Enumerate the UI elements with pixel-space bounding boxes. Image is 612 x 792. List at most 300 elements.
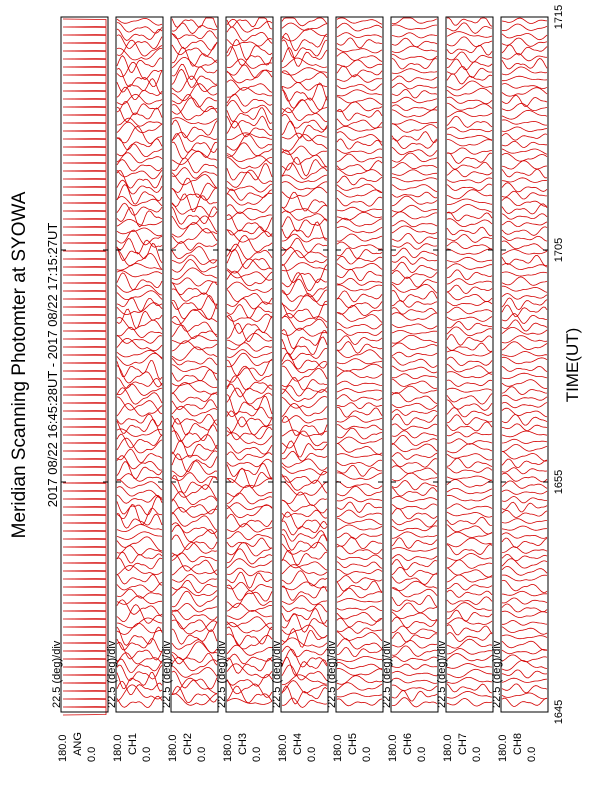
ch-trace bbox=[117, 419, 162, 435]
ch-trace bbox=[392, 221, 437, 227]
ch-trace bbox=[117, 160, 162, 171]
ch-trace bbox=[172, 454, 217, 472]
panel-ch3 bbox=[216, 17, 273, 762]
ch-trace bbox=[227, 80, 272, 93]
ch-trace bbox=[172, 451, 217, 460]
ch-trace bbox=[447, 127, 492, 132]
ch-trace bbox=[117, 552, 162, 563]
ch-trace bbox=[447, 458, 492, 468]
x-tick-label: 1705 bbox=[553, 237, 565, 263]
ch-trace bbox=[447, 190, 492, 199]
scale-label: 22.5 (deg)/div bbox=[51, 640, 63, 708]
ch-trace bbox=[282, 534, 327, 550]
ch-trace bbox=[447, 307, 492, 314]
ch-trace bbox=[172, 507, 217, 517]
ch-trace bbox=[337, 428, 382, 439]
ch-trace bbox=[337, 184, 382, 193]
ch-trace bbox=[337, 342, 382, 354]
ch-trace bbox=[117, 180, 162, 194]
ch-trace bbox=[337, 207, 382, 211]
ch-trace bbox=[337, 699, 382, 706]
ch-trace bbox=[117, 565, 162, 575]
ch-trace bbox=[282, 264, 327, 282]
ch-trace bbox=[337, 97, 382, 105]
ch-trace bbox=[172, 666, 217, 677]
ch-trace bbox=[337, 242, 382, 249]
y-tick-label-min: 0.0 bbox=[141, 746, 153, 762]
ch-trace bbox=[172, 499, 217, 514]
ch-trace bbox=[227, 411, 272, 427]
ch-trace bbox=[282, 416, 327, 435]
panel-label: CH4 bbox=[292, 732, 304, 756]
ch-trace bbox=[502, 342, 547, 350]
panel-frame bbox=[446, 17, 493, 712]
ch-trace bbox=[172, 23, 217, 34]
ch-trace bbox=[282, 378, 327, 390]
ch-trace bbox=[392, 646, 437, 657]
panel-ch2 bbox=[161, 17, 218, 762]
ch-trace bbox=[117, 107, 162, 121]
ch-trace bbox=[282, 294, 327, 311]
ch-trace bbox=[447, 649, 492, 655]
ch-trace bbox=[227, 524, 272, 532]
ch-trace bbox=[392, 690, 437, 701]
ch-trace bbox=[282, 582, 327, 590]
ch-trace bbox=[172, 301, 217, 320]
ch-trace bbox=[447, 219, 492, 227]
ch-trace bbox=[227, 686, 272, 703]
ch-trace bbox=[502, 538, 547, 548]
ch-trace bbox=[392, 192, 437, 198]
ch-trace bbox=[447, 139, 492, 146]
ch-trace bbox=[117, 230, 162, 245]
ch-trace bbox=[502, 473, 547, 482]
ch-trace bbox=[172, 566, 217, 575]
ch-trace bbox=[392, 664, 437, 669]
ch-trace bbox=[282, 550, 327, 565]
ch-trace bbox=[502, 286, 547, 292]
ch-trace bbox=[447, 116, 492, 127]
ch-trace bbox=[447, 212, 492, 221]
ch-trace bbox=[172, 57, 217, 67]
ch-trace bbox=[447, 538, 492, 547]
ch-trace bbox=[282, 263, 327, 271]
ch-trace bbox=[447, 18, 492, 26]
y-tick-label-max: 180.0 bbox=[57, 734, 69, 762]
ch-trace bbox=[337, 606, 382, 611]
ch-trace bbox=[392, 105, 437, 111]
ch-trace bbox=[502, 24, 547, 31]
ch-trace bbox=[447, 597, 492, 605]
ch-trace bbox=[502, 336, 547, 343]
ch-trace bbox=[392, 671, 437, 676]
y-tick-label-max: 180.0 bbox=[277, 734, 289, 762]
ch-trace bbox=[337, 278, 382, 285]
ch-trace bbox=[337, 269, 382, 280]
ch-trace bbox=[172, 76, 217, 92]
ch-trace bbox=[392, 357, 437, 368]
ch-trace bbox=[117, 219, 162, 226]
panel-traces bbox=[337, 18, 382, 706]
ch-trace bbox=[337, 139, 382, 149]
ch-trace bbox=[502, 547, 547, 554]
ch-trace bbox=[117, 672, 162, 691]
ch-trace bbox=[447, 654, 492, 661]
ch-trace bbox=[502, 272, 547, 276]
ch-trace bbox=[282, 467, 327, 475]
ch-trace bbox=[502, 459, 547, 468]
ch-trace bbox=[227, 323, 272, 341]
ch-trace bbox=[447, 249, 492, 255]
ch-trace bbox=[337, 618, 382, 627]
ch-trace bbox=[502, 34, 547, 40]
ch-trace bbox=[447, 279, 492, 285]
ch-trace bbox=[282, 476, 327, 493]
ch-trace bbox=[337, 381, 382, 386]
ch-trace bbox=[392, 324, 437, 329]
ch-trace bbox=[337, 525, 382, 530]
ch-trace bbox=[172, 118, 217, 125]
ch-trace bbox=[337, 102, 382, 112]
panel-traces bbox=[282, 18, 327, 708]
ch-trace bbox=[502, 445, 547, 452]
ch-trace bbox=[337, 443, 382, 454]
ch-trace bbox=[282, 560, 327, 570]
x-tick bbox=[61, 238, 565, 262]
ch-trace bbox=[337, 66, 382, 77]
ch-trace bbox=[447, 242, 492, 250]
ch-trace bbox=[337, 628, 382, 634]
ch-trace bbox=[392, 291, 437, 302]
ch-trace bbox=[172, 476, 217, 494]
panel-label: ANG bbox=[72, 732, 84, 756]
ch-trace bbox=[392, 431, 437, 438]
ch-trace bbox=[282, 251, 327, 266]
ch-trace bbox=[502, 103, 547, 110]
ch-trace bbox=[337, 647, 382, 656]
ch-trace bbox=[337, 322, 382, 329]
ch-trace bbox=[502, 641, 547, 650]
ch-trace bbox=[392, 466, 437, 475]
ch-trace bbox=[227, 452, 272, 460]
ch-trace bbox=[502, 611, 547, 617]
ch-trace bbox=[337, 126, 382, 131]
ch-trace bbox=[282, 217, 327, 232]
ch-trace bbox=[282, 530, 327, 542]
ch-trace bbox=[447, 170, 492, 177]
ch-trace bbox=[447, 153, 492, 164]
ch-trace bbox=[117, 138, 162, 150]
ch-trace bbox=[282, 665, 327, 681]
ch-trace bbox=[502, 698, 547, 706]
ch-trace bbox=[392, 532, 437, 539]
ch-trace bbox=[172, 492, 217, 505]
ch-trace bbox=[337, 169, 382, 176]
ch-trace bbox=[502, 18, 547, 23]
ch-trace bbox=[502, 183, 547, 192]
ch-trace bbox=[447, 554, 492, 561]
ch-trace bbox=[172, 587, 217, 596]
ch-trace bbox=[392, 38, 437, 47]
ch-trace bbox=[337, 416, 382, 422]
ch-trace bbox=[447, 480, 492, 488]
scale-label: 22.5 (deg)/div bbox=[381, 640, 393, 708]
panel-ch4 bbox=[271, 17, 328, 762]
ch-trace bbox=[172, 512, 217, 530]
y-tick-label-min: 0.0 bbox=[361, 746, 373, 762]
ch-trace bbox=[172, 98, 217, 114]
ch-trace bbox=[172, 268, 217, 280]
ch-trace bbox=[447, 301, 492, 305]
ch-trace bbox=[172, 94, 217, 107]
ch-trace bbox=[447, 380, 492, 387]
ch-trace bbox=[227, 27, 272, 43]
ch-trace bbox=[502, 510, 547, 517]
ch-trace bbox=[337, 132, 382, 143]
ch-trace bbox=[282, 510, 327, 518]
ch-trace bbox=[392, 170, 437, 176]
ch-trace bbox=[337, 190, 382, 197]
ch-trace bbox=[392, 366, 437, 373]
ch-trace bbox=[337, 350, 382, 359]
ch-trace bbox=[117, 68, 162, 86]
ch-trace bbox=[502, 191, 547, 199]
ch-trace bbox=[502, 214, 547, 220]
ch-trace bbox=[337, 60, 382, 68]
ch-trace bbox=[392, 177, 437, 181]
ch-trace bbox=[392, 132, 437, 143]
ch-trace bbox=[282, 565, 327, 576]
ch-trace bbox=[392, 54, 437, 60]
ch-trace bbox=[227, 568, 272, 576]
y-tick-label-max: 180.0 bbox=[222, 734, 234, 762]
ch-trace bbox=[337, 313, 382, 323]
panel-label: CH7 bbox=[457, 732, 469, 756]
ch-trace bbox=[392, 574, 437, 585]
ch-trace bbox=[392, 508, 437, 519]
ch-trace bbox=[172, 341, 217, 351]
ch-trace bbox=[447, 388, 492, 392]
ch-trace bbox=[337, 663, 382, 670]
ch-trace bbox=[337, 149, 382, 154]
ch-trace bbox=[227, 350, 272, 358]
ch-trace bbox=[337, 537, 382, 549]
ch-trace bbox=[392, 301, 437, 308]
ch-trace bbox=[282, 471, 327, 483]
ch-trace bbox=[447, 664, 492, 669]
ch-trace bbox=[447, 162, 492, 169]
panel-ch1 bbox=[106, 17, 163, 762]
x-axis-label: TIME(UT) bbox=[563, 327, 582, 403]
ch-trace bbox=[392, 196, 437, 206]
y-tick-label-max: 180.0 bbox=[112, 734, 124, 762]
ch-trace bbox=[172, 168, 217, 179]
ch-trace bbox=[282, 482, 327, 495]
ch-trace bbox=[172, 425, 217, 442]
ch-trace bbox=[227, 433, 272, 445]
scale-label: 22.5 (deg)/div bbox=[271, 640, 283, 708]
ch-trace bbox=[227, 70, 272, 83]
ch-trace bbox=[282, 675, 327, 685]
scale-label: 22.5 (deg)/div bbox=[491, 640, 503, 708]
ch-trace bbox=[502, 575, 547, 581]
ch-trace bbox=[502, 526, 547, 530]
ch-trace bbox=[502, 439, 547, 443]
ch-trace bbox=[392, 277, 437, 287]
ch-trace bbox=[227, 645, 272, 655]
ch-trace bbox=[502, 84, 547, 89]
ch-trace bbox=[337, 669, 382, 676]
ch-trace bbox=[392, 657, 437, 662]
ch-trace bbox=[502, 169, 547, 178]
ch-trace bbox=[502, 414, 547, 425]
ch-trace bbox=[337, 562, 382, 569]
ch-trace bbox=[117, 596, 162, 605]
ch-trace bbox=[502, 305, 547, 317]
ch-trace bbox=[227, 282, 272, 292]
ch-trace bbox=[502, 431, 547, 437]
ch-trace bbox=[392, 453, 437, 460]
ch-trace bbox=[502, 161, 547, 169]
ch-trace bbox=[447, 517, 492, 525]
ch-trace bbox=[117, 353, 162, 365]
ch-trace bbox=[447, 32, 492, 38]
ch-trace bbox=[502, 45, 547, 55]
ch-trace bbox=[447, 590, 492, 597]
ch-trace bbox=[337, 364, 382, 371]
ch-trace bbox=[392, 18, 437, 24]
ch-trace bbox=[447, 504, 492, 509]
ch-trace bbox=[337, 395, 382, 402]
ch-trace bbox=[282, 542, 327, 554]
ch-trace bbox=[337, 683, 382, 691]
ch-trace bbox=[392, 153, 437, 162]
ch-trace bbox=[172, 365, 217, 374]
scale-label: 22.5 (deg)/div bbox=[216, 640, 228, 708]
panel-label: CH6 bbox=[402, 732, 414, 756]
panel-label: CH3 bbox=[237, 732, 249, 756]
ch-trace bbox=[502, 684, 547, 693]
panel-label: CH1 bbox=[127, 732, 139, 756]
ch-trace bbox=[337, 555, 382, 560]
ch-trace bbox=[227, 582, 272, 591]
ch-trace bbox=[392, 243, 437, 250]
ch-trace bbox=[282, 571, 327, 586]
ch-trace bbox=[227, 514, 272, 527]
ch-trace bbox=[447, 525, 492, 535]
ch-trace bbox=[337, 75, 382, 83]
ch-trace bbox=[227, 343, 272, 351]
panel-traces bbox=[172, 18, 217, 705]
ch-trace bbox=[337, 486, 382, 495]
ch-trace bbox=[392, 76, 437, 82]
ch-trace bbox=[337, 656, 382, 661]
ch-trace bbox=[282, 18, 327, 26]
ch-trace bbox=[447, 335, 492, 346]
y-tick-label-max: 180.0 bbox=[442, 734, 454, 762]
ch-trace bbox=[227, 47, 272, 66]
ch-trace bbox=[447, 394, 492, 405]
ch-trace bbox=[502, 88, 547, 97]
ch-trace bbox=[392, 313, 437, 320]
ch-trace bbox=[447, 264, 492, 270]
ch-trace bbox=[502, 373, 547, 378]
ch-trace bbox=[502, 533, 547, 539]
y-tick-label-min: 0.0 bbox=[416, 746, 428, 762]
ch-trace bbox=[282, 71, 327, 83]
ch-trace bbox=[392, 473, 437, 481]
ch-trace bbox=[502, 627, 547, 635]
ch-trace bbox=[117, 170, 162, 179]
ch-trace bbox=[282, 301, 327, 319]
ch-trace bbox=[117, 681, 162, 694]
ch-trace bbox=[502, 141, 547, 147]
ch-trace bbox=[337, 176, 382, 185]
panel-frame bbox=[281, 17, 328, 712]
ch-trace bbox=[117, 87, 162, 99]
ch-trace bbox=[117, 29, 162, 40]
ch-trace bbox=[117, 228, 162, 236]
ch-trace bbox=[172, 134, 217, 153]
ch-trace bbox=[447, 66, 492, 77]
ch-trace bbox=[502, 76, 547, 81]
ch-trace bbox=[282, 366, 327, 381]
ch-trace bbox=[392, 488, 437, 497]
ch-trace bbox=[337, 693, 382, 697]
ch-trace bbox=[172, 229, 217, 244]
ch-trace bbox=[502, 178, 547, 183]
panel-ch5 bbox=[326, 17, 383, 762]
ch-trace bbox=[227, 116, 272, 130]
ch-trace bbox=[337, 437, 382, 444]
ch-trace bbox=[447, 317, 492, 322]
ch-trace bbox=[117, 203, 162, 215]
x-tick-label: 1655 bbox=[553, 469, 565, 495]
ch-trace bbox=[227, 542, 272, 556]
ch-trace bbox=[502, 693, 547, 699]
ch-trace bbox=[447, 625, 492, 635]
ch-trace bbox=[447, 488, 492, 493]
ch-trace bbox=[337, 291, 382, 302]
scale-label: 22.5 (deg)/div bbox=[326, 640, 338, 708]
ch-trace bbox=[117, 474, 162, 482]
ch-trace bbox=[227, 503, 272, 510]
ch-trace bbox=[392, 89, 437, 98]
ch-trace bbox=[172, 535, 217, 550]
ch-trace bbox=[502, 468, 547, 474]
ch-trace bbox=[447, 357, 492, 366]
panel-traces bbox=[63, 19, 106, 715]
ch-trace bbox=[172, 383, 217, 395]
panel-traces bbox=[447, 18, 492, 706]
ch-trace bbox=[447, 199, 492, 205]
ch-trace bbox=[447, 699, 492, 707]
ch-trace bbox=[392, 496, 437, 501]
ch-trace bbox=[447, 205, 492, 214]
ch-trace bbox=[392, 414, 437, 425]
ch-trace bbox=[502, 497, 547, 503]
ch-trace bbox=[227, 143, 272, 157]
ch-trace bbox=[392, 83, 437, 89]
y-tick-label-min: 0.0 bbox=[471, 746, 483, 762]
y-tick-label-min: 0.0 bbox=[86, 746, 98, 762]
ch-trace bbox=[337, 502, 382, 513]
ch-trace bbox=[337, 154, 382, 162]
ch-trace bbox=[282, 512, 327, 529]
ch-trace bbox=[447, 364, 492, 374]
ch-trace bbox=[337, 533, 382, 539]
ch-trace bbox=[227, 699, 272, 705]
